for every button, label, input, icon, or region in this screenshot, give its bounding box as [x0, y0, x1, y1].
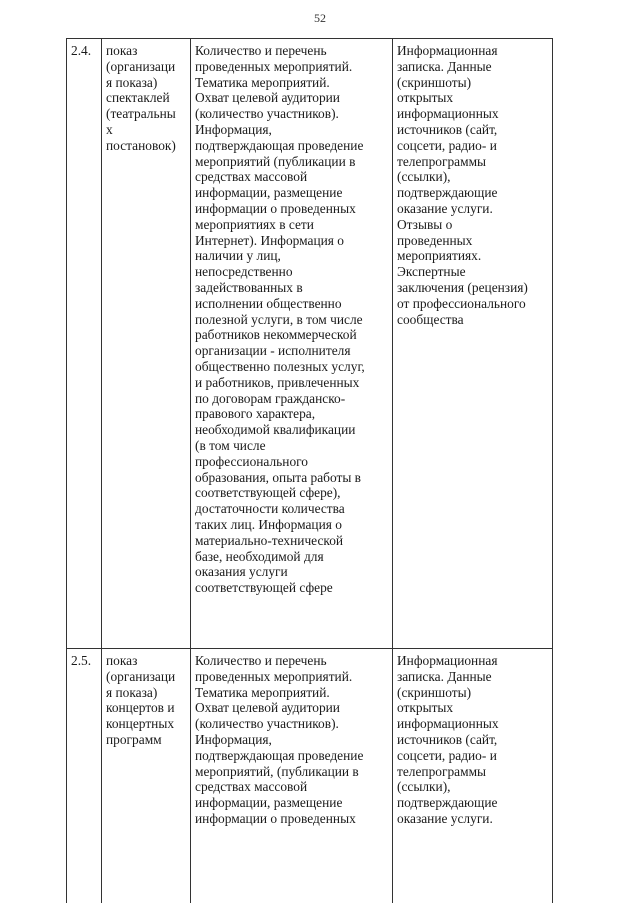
service-indicators: Количество и перечень проведенных мероприятий. Тематика мероприятий. Охват целевой аудитории (количество участников). Информация, подтверждающая проведение мероприятий, (публикации в средствах массовой информации, размещение информации о проведенных	[191, 649, 393, 904]
service-name: показ (организаци я показа) спектаклей (театральны х постановок)	[102, 39, 191, 649]
page-number: 52	[314, 11, 326, 25]
table-row	[67, 39, 553, 649]
confirming-documents: Информационная записка. Данные (скриншоты) открытых информационных источников (сайт, соцсети, радио- и телепрограммы (ссылки), подтверждающие оказание услуги. Отзывы о проведенных мероприятиях. Экспертные заключения (рецензия) от профессионального сообщества	[393, 39, 553, 649]
row-number: 2.4.	[67, 39, 102, 649]
service-indicators: Количество и перечень проведенных мероприятий. Тематика мероприятий. Охват целевой аудитории (количество участников). Информация, подтверждающая проведение мероприятий (публикации в средствах массовой информации, размещение информации о проведенных мероприятиях в сети Интернет). Информация о наличии у лиц, непосредственно задействованных в исполнении общественно полезной услуги, в том числе работников некоммерческой организации - исполнителя общественно полезных услуг, и работников, привлеченных по договорам гражданско- правового характера, необходимой квалификации (в том числе профессионального образования, опыта работы в соответствующей сфере), достаточности количества таких лиц. Информация о материально-технической базе, необходимой для оказания услуги соответствующей сфере	[191, 39, 393, 649]
table-row	[67, 649, 553, 904]
service-name: показ (организаци я показа) концертов и концертных программ	[102, 649, 191, 904]
confirming-documents: Информационная записка. Данные (скриншоты) открытых информационных источников (сайт, соцсети, радио- и телепрограммы (ссылки), подтверждающие оказание услуги.	[393, 649, 553, 904]
services-table	[66, 38, 553, 903]
row-number: 2.5.	[67, 649, 102, 904]
